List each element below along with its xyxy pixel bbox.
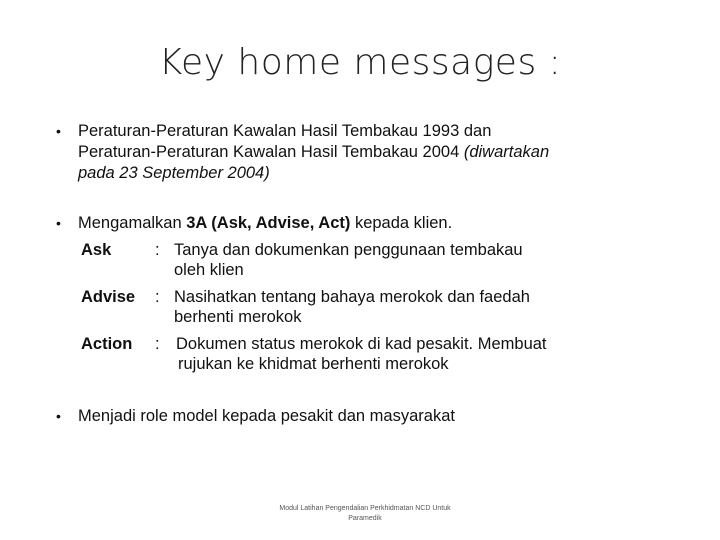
bullet-text-after: kepada klien.: [350, 214, 453, 232]
term-ask: [81, 240, 111, 261]
term-advise: [81, 287, 135, 308]
term-desc-line: Tanya dan dokumenkan penggunaan tembakau: [174, 241, 523, 259]
bullet-line-italic: pada 23 September 2004): [78, 164, 270, 182]
bullet-line: Peraturan-Peraturan Kawalan Hasil Tembakau 1993 dan: [78, 122, 492, 140]
term-desc-line: oleh klien: [174, 261, 244, 279]
term-colon: :: [155, 288, 160, 306]
slide-title: Key home messages :: [158, 42, 562, 83]
term-action: [81, 334, 132, 355]
bullet-line: [78, 142, 549, 163]
bullet-line-italic: (diwartakan: [463, 143, 550, 161]
footer-line: Paramedik: [348, 515, 382, 522]
bullet-text-bold: 3A (Ask, Advise, Act): [186, 214, 351, 232]
term-colon: :: [155, 335, 160, 353]
footer-note: [250, 504, 480, 524]
term-description-cont: [174, 260, 244, 281]
term-label: Ask: [81, 241, 112, 259]
bullet-dot-icon: •: [56, 408, 61, 424]
term-desc-line: berhenti merokok: [174, 308, 302, 326]
term-description-cont: [174, 307, 301, 328]
term-description: [174, 240, 523, 261]
term-desc-line: rujukan ke khidmat berhenti merokok: [178, 355, 449, 373]
term-colon: :: [155, 241, 160, 259]
bullet-text: Menjadi role model kepada pesakit dan masyarakat: [78, 407, 455, 425]
bullet-text-before: Mengamalkan: [78, 214, 187, 232]
term-description: [174, 287, 530, 308]
term-label: Advise: [81, 288, 136, 306]
bullet-text: [78, 121, 549, 184]
term-desc-line: Dokumen status merokok di kad pesakit. Membuat: [176, 335, 547, 353]
bullet-line-plain: Peraturan-Peraturan Kawalan Hasil Tembakau 2004: [78, 143, 464, 161]
bullet-dot-icon: •: [56, 123, 61, 139]
term-label: Action: [81, 335, 133, 353]
footer-line: Modul Latihan Pengendalian Perkhidmatan NCD Untuk: [279, 505, 451, 512]
bullet-text: [78, 213, 452, 234]
term-description: [176, 334, 547, 355]
bullet-dot-icon: •: [56, 215, 61, 231]
term-desc-line: Nasihatkan tentang bahaya merokok dan faedah: [174, 288, 530, 306]
term-description-cont: [178, 354, 449, 375]
